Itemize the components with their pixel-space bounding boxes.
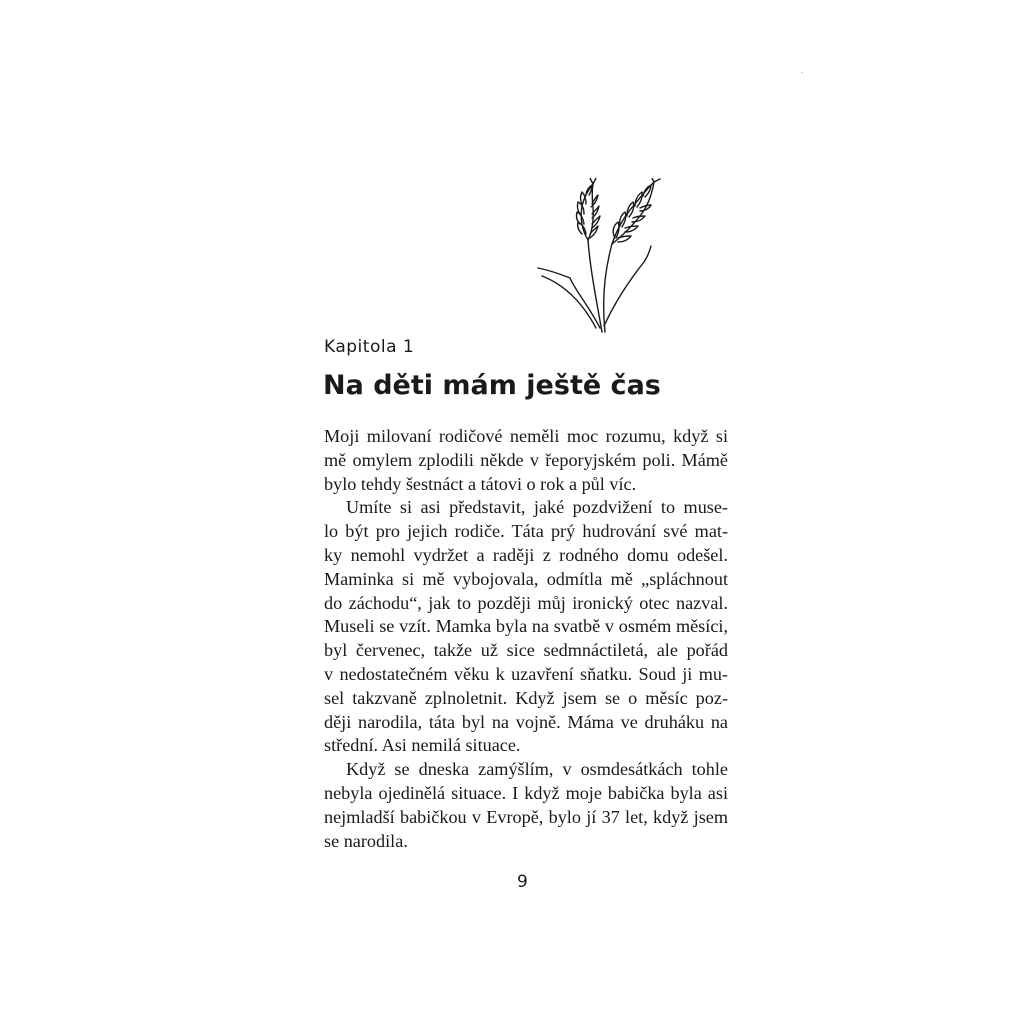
- text-line: nebyla ojedinělá situace. I když moje babička byla asi: [324, 782, 728, 803]
- chapter-title: Na děti mám ještě čas: [323, 370, 661, 401]
- page-speck: [801, 72, 803, 73]
- text-line: střední. Asi nemilá situace.: [324, 735, 521, 756]
- paragraph: [324, 425, 728, 496]
- text-line: ději narodila, táta byl na vojně. Máma ve druháku na: [324, 711, 728, 732]
- text-line: do záchodu“, jak to později můj ironický otec nazval.: [324, 592, 728, 613]
- text-line: Museli se vzít. Mamka byla na svatbě v osmém měsíci,: [324, 616, 728, 637]
- text-line: Umíte si asi představit, jaké pozdvižení to muse-: [346, 497, 728, 518]
- chapter-label: Kapitola 1: [324, 337, 415, 357]
- text-line: Když se dneska zamýšlím, v osmdesátkách tohle: [346, 759, 728, 780]
- text-line: bylo tehdy šestnáct a tátovi o rok a půl víc.: [324, 473, 637, 494]
- text-line: byl červenec, takže už sice sedmnáctiletá, ale pořád: [324, 640, 728, 661]
- text-line: nejmladší babičkou v Evropě, bylo jí 37 let, když jsem: [324, 806, 728, 827]
- text-line: sel takzvaně zplnoletnit. Když jsem se o měsíc poz-: [324, 687, 728, 708]
- text-line: lo být pro jejich rodiče. Táta prý hudrování své mat-: [324, 521, 728, 542]
- text-line: Maminka si mě vybojovala, odmítla mě „spláchnout: [324, 568, 728, 589]
- text-line: Moji milovaní rodičové neměli moc rozumu, když si: [324, 426, 728, 446]
- text-line: se narodila.: [324, 830, 408, 851]
- paragraph: [324, 758, 728, 853]
- wheat-icon: [530, 178, 665, 336]
- text-line: v nedostatečném věku k uzavření sňatku. Soud ji mu-: [324, 663, 728, 684]
- body-text: [324, 425, 728, 853]
- page-number: 9: [517, 872, 528, 892]
- text-line: mě omylem zplodili někde v řeporyjském poli. Mámě: [324, 449, 728, 470]
- paragraph: [324, 496, 728, 758]
- text-line: ky nemohl vydržet a raději z rodného domu odešel.: [324, 544, 728, 565]
